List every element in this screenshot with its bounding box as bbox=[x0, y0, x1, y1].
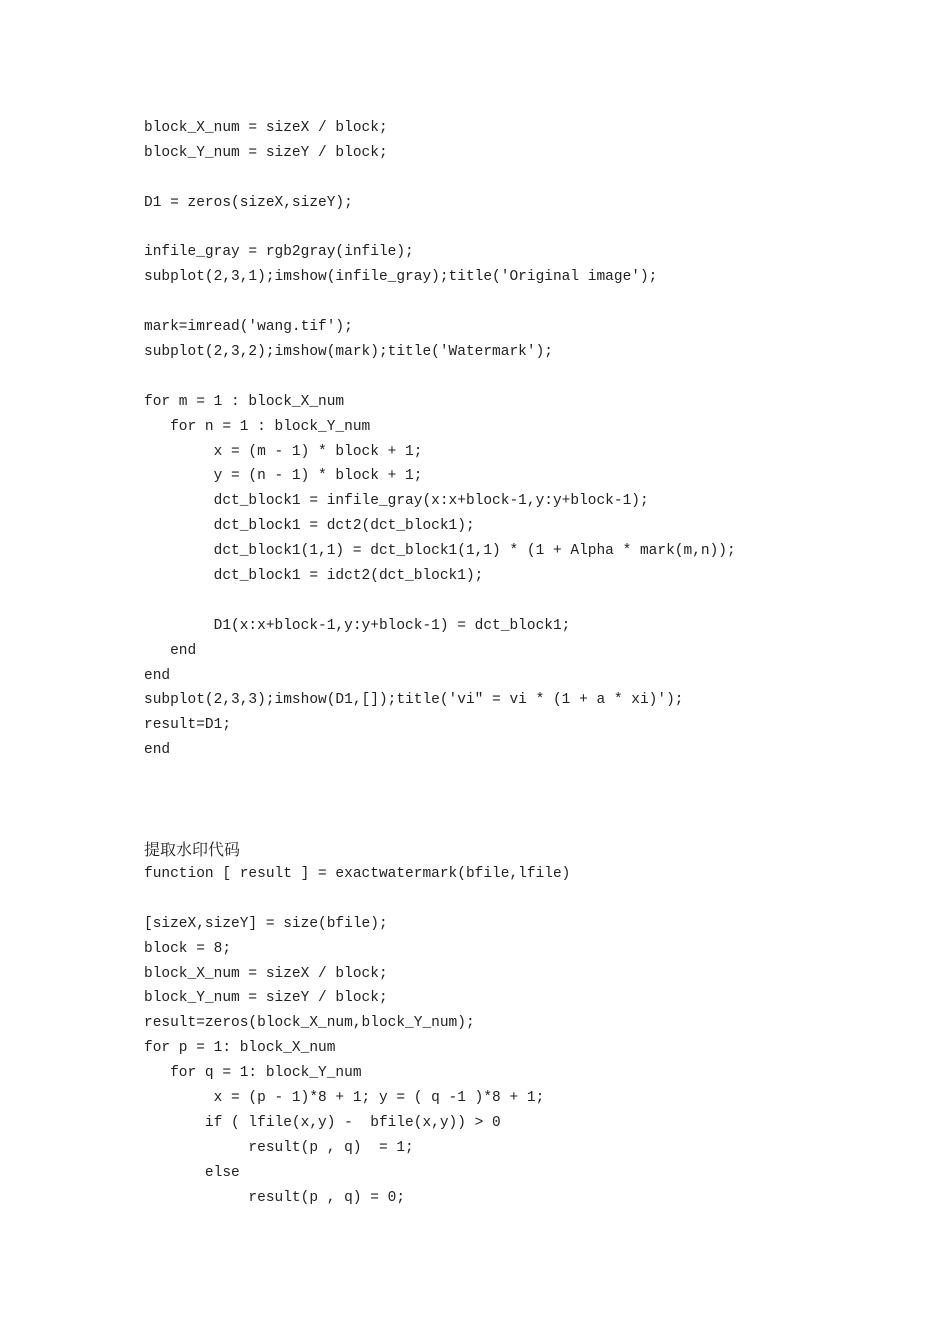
code-line: for p = 1: block_X_num bbox=[144, 1040, 336, 1057]
code-line: result=zeros(block_X_num,block_Y_num); bbox=[144, 1015, 475, 1032]
code-line: block_X_num = sizeX / block; bbox=[144, 120, 388, 136]
code-line bbox=[144, 166, 736, 191]
code-line: end bbox=[144, 642, 197, 659]
code-line: y = (n - 1) * block + 1; bbox=[144, 468, 423, 485]
code-line: if ( lfile(x,y) - bfile(x,y)) > 0 bbox=[144, 1114, 501, 1131]
code-line: result(p , q) = 0; bbox=[144, 1189, 406, 1206]
code-line bbox=[144, 290, 736, 315]
code-line: for n = 1 : block_Y_num bbox=[144, 418, 371, 435]
code-line: end bbox=[144, 667, 171, 684]
code-line: [sizeX,sizeY] = size(bfile); bbox=[144, 915, 388, 932]
code-line: D1 = zeros(sizeX,sizeY); bbox=[144, 194, 353, 211]
code-line: D1(x:x+block-1,y:y+block-1) = dct_block1; bbox=[144, 617, 571, 634]
code-line bbox=[144, 887, 570, 912]
code-line: dct_block1(1,1) = dct_block1(1,1) * (1 + Alpha * mark(m,n)); bbox=[144, 543, 736, 560]
code-line: x = (p - 1)*8 + 1; y = ( q -1 )*8 + 1; bbox=[144, 1090, 545, 1107]
code-line: infile_gray = rgb2gray(infile); bbox=[144, 244, 414, 261]
code-line: else bbox=[144, 1164, 240, 1181]
code-line bbox=[144, 365, 736, 390]
code-line: block = 8; bbox=[144, 940, 232, 957]
code-line: x = (m - 1) * block + 1; bbox=[144, 443, 423, 460]
embed-watermark-code-block bbox=[144, 116, 736, 763]
code-line bbox=[144, 589, 736, 614]
code-line: result(p , q) = 1; bbox=[144, 1139, 414, 1156]
code-line bbox=[144, 216, 736, 241]
code-line: block_Y_num = sizeY / block; bbox=[144, 990, 388, 1007]
code-line: block_X_num = sizeX / block; bbox=[144, 965, 388, 982]
code-line: result=D1; bbox=[144, 717, 232, 734]
extract-watermark-code-block bbox=[144, 862, 570, 1210]
code-line: mark=imread('wang.tif'); bbox=[144, 319, 353, 336]
section-heading: 提取水印代码 bbox=[144, 840, 241, 859]
code-line: subplot(2,3,1);imshow(infile_gray);title('Original image'); bbox=[144, 269, 658, 286]
code-line: for q = 1: block_Y_num bbox=[144, 1065, 362, 1082]
code-line: end bbox=[144, 742, 171, 759]
code-line: subplot(2,3,3);imshow(D1,[]);title('vi" = vi * (1 + a * xi)'); bbox=[144, 692, 684, 709]
code-line: function [ result ] = exactwatermark(bfile,lfile) bbox=[144, 866, 571, 882]
code-line: for m = 1 : block_X_num bbox=[144, 393, 345, 410]
code-line: dct_block1 = dct2(dct_block1); bbox=[144, 518, 475, 535]
code-line: dct_block1 = idct2(dct_block1); bbox=[144, 568, 484, 585]
code-line: subplot(2,3,2);imshow(mark);title('Watermark'); bbox=[144, 344, 553, 361]
code-line: dct_block1 = infile_gray(x:x+block-1,y:y+block-1); bbox=[144, 493, 649, 510]
code-line: block_Y_num = sizeY / block; bbox=[144, 144, 388, 161]
